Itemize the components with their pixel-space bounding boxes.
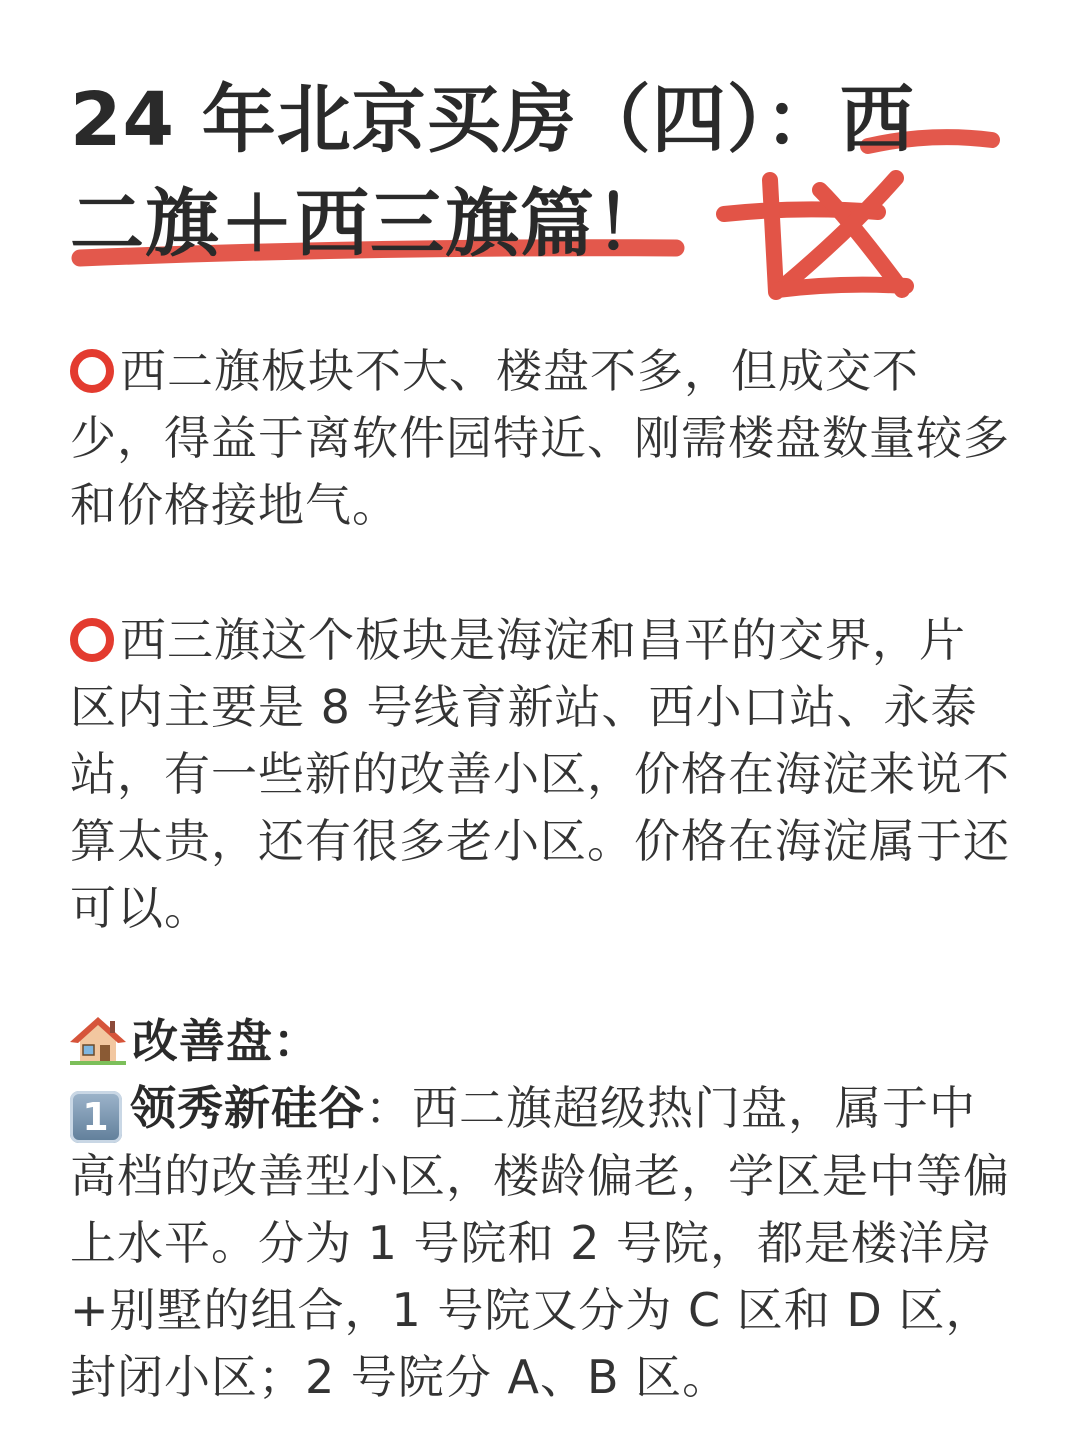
title-line-1-main: 24 年北京买房（四）： <box>70 77 840 163</box>
item-separator: ： <box>365 1081 412 1135</box>
list-item <box>70 1081 1010 1404</box>
house-icon <box>70 1015 126 1065</box>
paragraph-xierqi <box>70 338 1010 539</box>
red-circle-icon <box>70 349 114 393</box>
paragraph-xisanqi <box>70 607 1010 942</box>
section-improvement <box>70 1008 1010 1411</box>
page-title <box>70 68 1030 276</box>
title-line-1 <box>70 68 1030 172</box>
section-heading <box>70 1008 1010 1075</box>
item-name: 领秀新硅谷 <box>130 1081 365 1135</box>
item-text: 西二旗超级热门盘，属于中高档的改善型小区，楼龄偏老，学区是中等偏上水平。分为 1 号院和 2 号院，都是楼洋房+别墅的组合，1 号院又分为 C 区和 D 区，封闭小区；2 号院分 A、B 区。 <box>70 1081 1010 1404</box>
section-heading-text: 改善盘： <box>132 1014 320 1068</box>
paragraph-text: 西三旗这个板块是海淀和昌平的交界，片区内主要是 8 号线育新站、西小口站、永泰站，有一些新的改善小区，价格在海淀来说不算太贵，还有很多老小区。价格在海淀属于还可以。 <box>70 613 1010 935</box>
title-accent-char: 西 <box>839 77 915 163</box>
title-line-2: 二旗＋西三旗篇！ <box>70 181 670 267</box>
paragraph-text: 西二旗板块不大、楼盘不多，但成交不少，得益于离软件园特近、刚需楼盘数量较多和价格接地气。 <box>70 344 1010 532</box>
number-one-keycap-icon: 1 <box>70 1091 122 1143</box>
red-circle-icon <box>70 618 114 662</box>
